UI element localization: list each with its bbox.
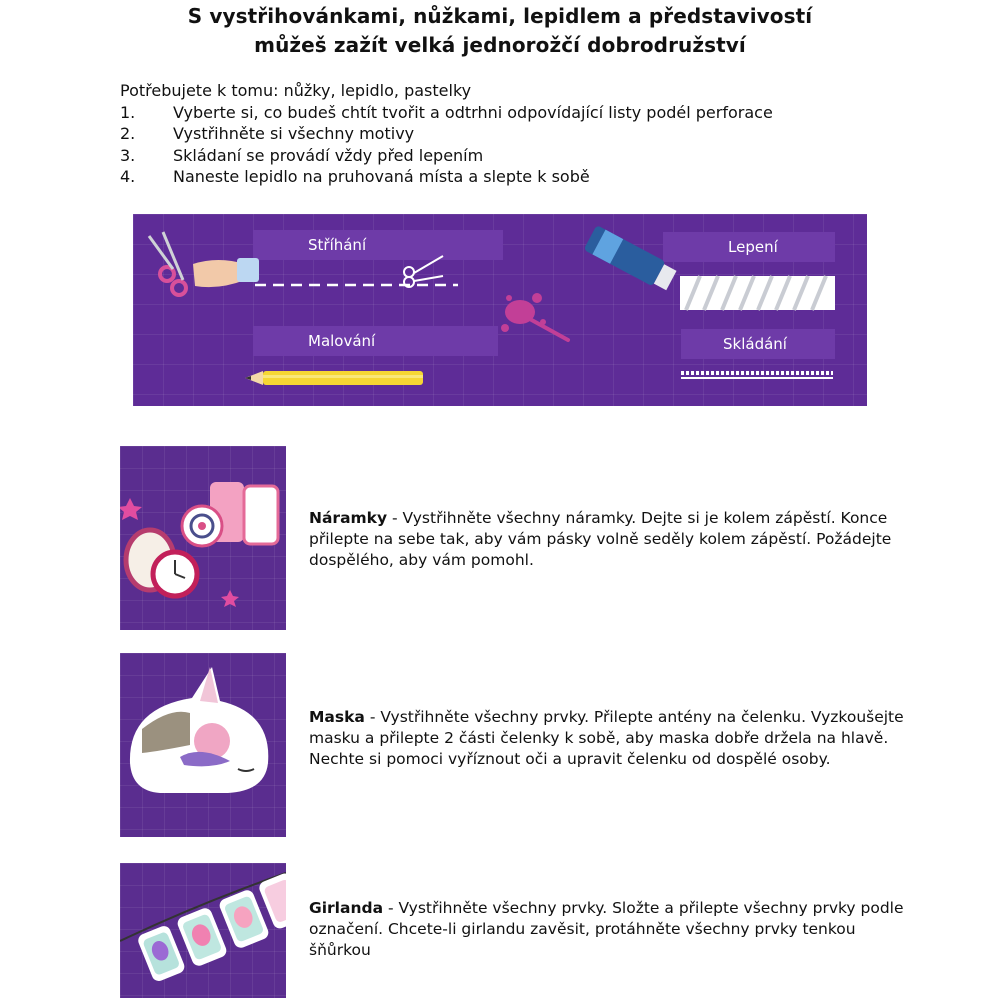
bracelets-illustration bbox=[120, 446, 286, 630]
step-2 bbox=[120, 123, 773, 145]
pencil-icon bbox=[245, 371, 423, 385]
mask-text: - Vystřihněte všechny prvky. Přilepte antény na čelenku. Vyzkoušejte masku a přilepte 2 části čelenky k sobě, aby maska dobře držela na hlavě. Nechte si pomoci vyříznout oči a upravit čelenku od dospělé osoby. bbox=[309, 708, 904, 768]
mask-title: Maska bbox=[309, 708, 365, 726]
materials-line: Potřebujete k tomu: nůžky, lepidlo, pastelky bbox=[120, 81, 472, 100]
step-number: 2. bbox=[120, 124, 136, 143]
jar-card-2 bbox=[176, 906, 229, 968]
star-icon bbox=[120, 498, 142, 520]
bracelets-description bbox=[309, 508, 909, 571]
title-line-2: můžeš zažít velká jednorožčí dobrodružství bbox=[254, 33, 746, 57]
painting-label: Malování bbox=[308, 332, 376, 350]
page-title bbox=[0, 2, 1000, 60]
folding-label: Skládání bbox=[723, 335, 787, 353]
step-number: 3. bbox=[120, 145, 136, 165]
instructions bbox=[120, 80, 773, 188]
mask-illustration bbox=[120, 653, 286, 837]
glue-strip bbox=[680, 276, 835, 310]
garland-description bbox=[309, 898, 909, 961]
step-1 bbox=[120, 102, 773, 124]
paint-splat-icon bbox=[501, 293, 568, 340]
banner-graphics bbox=[133, 214, 867, 406]
garland-illustration bbox=[120, 863, 286, 998]
garland-text: - Vystřihněte všechny prvky. Složte a přilepte všechny prvky podle označení. Chcete-li girlandu zavěsit, protáhněte všechny prvky tenkou šňůrkou bbox=[309, 899, 904, 959]
bracelets-text: - Vystřihněte všechny náramky. Dejte si je kolem zápěstí. Konce přilepte na sebe tak, aby vám pásky volně seděly kolem zápěstí. Požádejte dospělého, aby vám pomohl. bbox=[309, 509, 892, 569]
star-icon bbox=[221, 590, 239, 607]
gluing-label: Lepení bbox=[728, 238, 778, 256]
mask-image bbox=[120, 653, 286, 837]
step-text: Vyberte si, co budeš chtít tvořit a odtrhni odpovídající listy podél perforace bbox=[173, 102, 773, 122]
small-scissors-icon bbox=[404, 256, 443, 287]
step-number: 4. bbox=[120, 167, 136, 186]
cutting-label: Stříhání bbox=[308, 236, 367, 254]
title-line-1: S vystřihovánkami, nůžkami, lepidlem a představivostí bbox=[187, 4, 813, 28]
bracelets-title: Náramky bbox=[309, 509, 388, 527]
step-text: Naneste lepidlo na pruhovaná místa a slepte k sobě bbox=[173, 167, 590, 186]
step-4 bbox=[120, 166, 773, 188]
bracelets-image bbox=[120, 446, 286, 630]
step-3 bbox=[120, 145, 773, 167]
step-number: 1. bbox=[120, 102, 136, 122]
jar-card-1 bbox=[136, 924, 186, 983]
step-text: Skládaní se provádí vždy před lepením bbox=[173, 145, 484, 165]
mask-description bbox=[309, 707, 909, 770]
technique-banner bbox=[133, 214, 867, 406]
bracelet-white bbox=[244, 486, 278, 544]
step-text: Vystřihněte si všechny motivy bbox=[173, 124, 415, 143]
jar-card-3 bbox=[218, 888, 271, 950]
hand-scissors-icon bbox=[149, 232, 259, 295]
glue-stick-icon bbox=[584, 225, 678, 293]
garland-image bbox=[120, 863, 286, 998]
garland-title: Girlanda bbox=[309, 899, 384, 917]
